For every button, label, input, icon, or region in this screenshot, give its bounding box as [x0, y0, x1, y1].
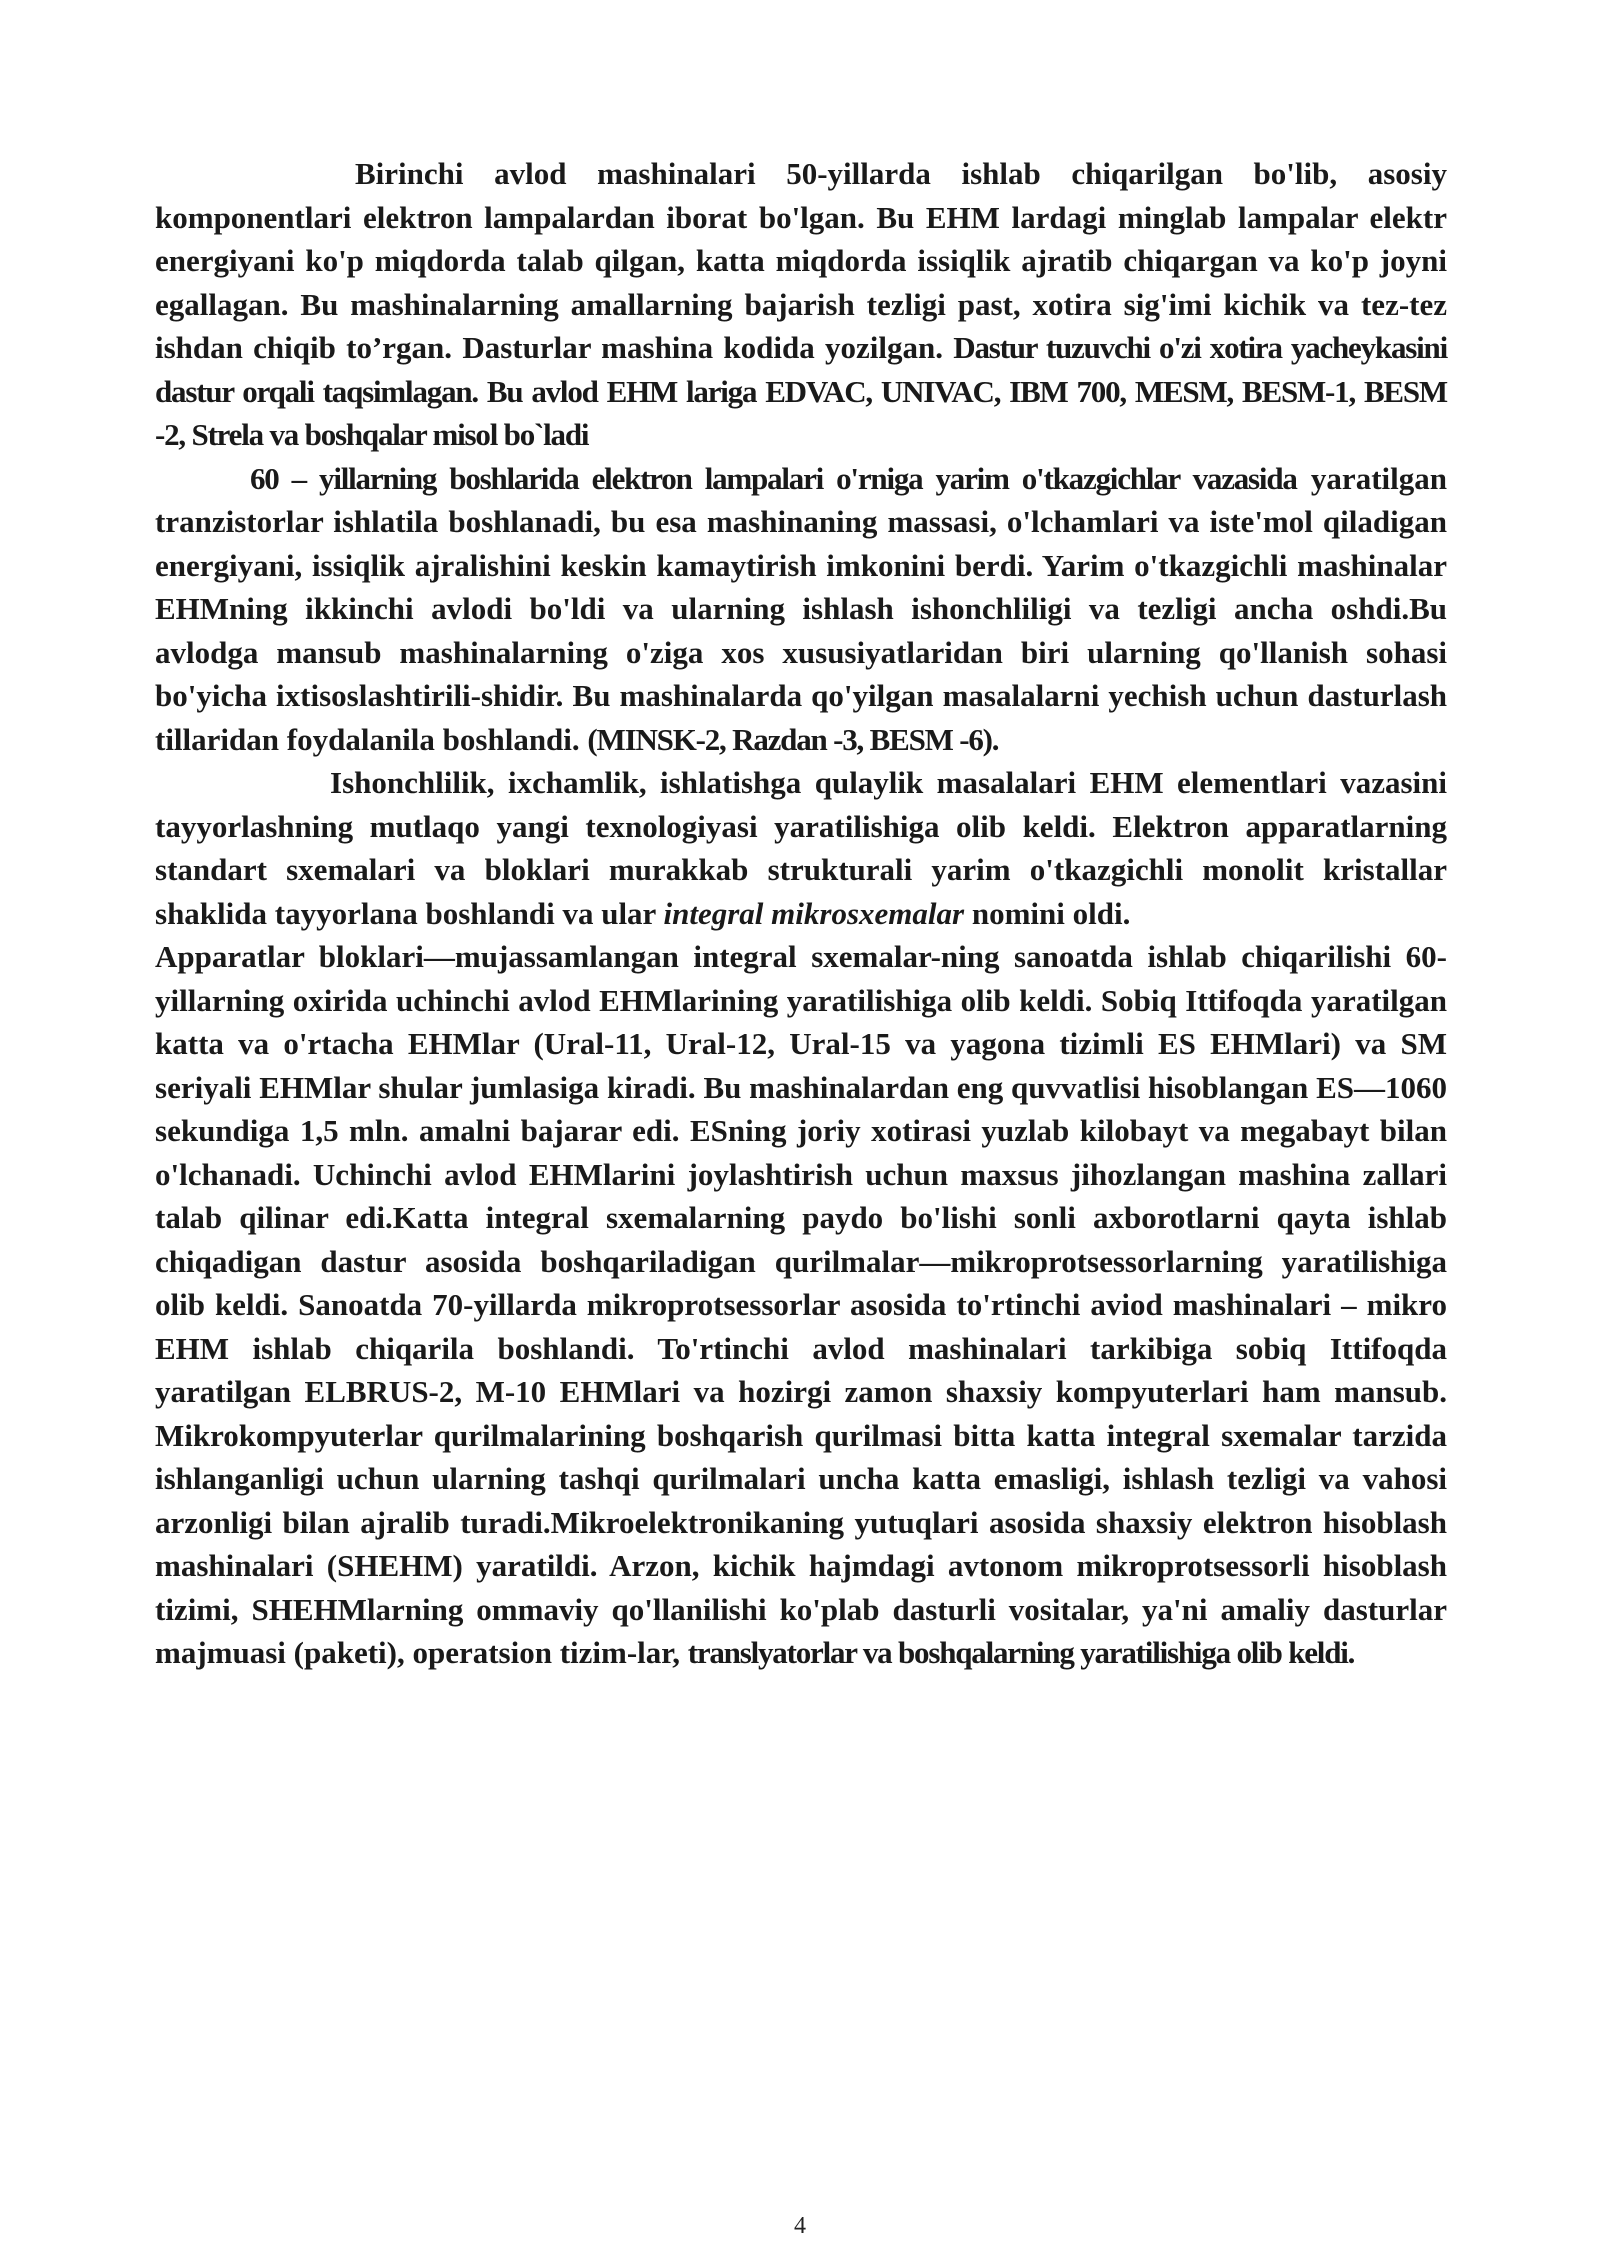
document-body: [155, 152, 1447, 1675]
paragraph-text-condensed: translyatorlar va boshqalarning yaratilishiga olib keldi.: [687, 1635, 1355, 1670]
paragraph-text: Birinchi avlod mashinalari 50-yillarda ishlab chiqarilgan bo'lib, asosiy komponentlari elektron lampalardan iborat bo'lgan. Bu EHM lardagi minglab lampalar elektr energiyani ko'p miqdorda talab qilgan, katta miqdorda issiqlik ajratib chiqargan va ko'p joyni egallagan. Bu mashinalarning amallarning bajarish tezligi past, xotira sig'imi kichik va tez-tez ishdan chiqib to’rgan. Dasturlar mashina kodida yozilgan.: [155, 156, 1447, 365]
paragraph-second-generation: [155, 457, 1447, 762]
paragraph-first-generation: [155, 152, 1447, 457]
paragraph-text-condensed: Dastur tuzuvchi o'zi xotira yacheykasini dastur orqali taqsimlagan. Bu avlod EHM lariga EDVAC, UNIVAC, IBM 700, MESM, BESM-1, BESM -2, Strela va boshqalar misol bo`ladi: [155, 330, 1447, 452]
paragraph-text: nomini oldi.: [964, 895, 1131, 931]
paragraph-text-condensed: 60 – yillarning boshlarida elektron lampalari o'rniga yarim o'tkazgichlar vazasida: [250, 460, 1297, 496]
italic-term: integral mikrosxemalar: [663, 895, 965, 931]
paragraph-integral-circuits: [155, 761, 1447, 935]
page-number: 4: [794, 2213, 806, 2239]
paragraph-text: yaratilgan tranzistorlar ishlatila boshlanadi, bu esa mashinaning massasi, o'lchamlari va iste'mol qiladigan energiyani, issiqlik ajralishini keskin kamaytirish imkonini berdi. Yarim o'tkazgichli mashinalar EHMning ikkinchi avlodi bo'ldi va ularning ishlash ishonchliligi va tezligi ancha oshdi.Bu avlodga mansub mashinalarning o'ziga xos xususiyatlaridan biri ularning qo'llanish sohasi bo'yicha ixtisoslashtirili-shidir. Bu mashinalarda qo'yilgan masalalarni yechish uchun dasturlash tillaridan foydalanila boshlandi.: [155, 460, 1447, 757]
paragraph-text: Ishonchlilik, ixchamlik, ishlatishga qulaylik masalalari EHM elementlari vazasini tayyorlashning mutlaqo yangi texnologiyasi yaratilishiga olib keldi. Elektron apparatlarning standart sxemalari va bloklari murakkab strukturali yarim o'tkazgichli monolit kristallar shaklida tayyorlana boshlandi va ular: [155, 765, 1447, 931]
paragraph-text-condensed: (MINSK-2, Razdan -3, BESM -6).: [587, 721, 999, 757]
paragraph-text: Apparatlar bloklari—mujassamlangan integral sxemalar-ning sanoatda ishlab chiqarilishi 60-yillarning oxirida uchinchi avlod EHMlarining yaratilishiga olib keldi. Sobiq Ittifoqda yaratilgan katta va o'rtacha EHMlar (Ural-11, Ural-12, Ural-15 va yagona tizimli ES EHMlari) va SM seriyali EHMlar shular jumlasiga kiradi. Bu mashinalardan eng quvvatlisi hisoblangan ES—1060 sekundiga 1,5 mln. amalni bajarar edi. ESning joriy xotirasi yuzlab kilobayt va megabayt bilan o'lchanadi. Uchinchi avlod EHMlarini joylashtirish uchun maxsus jihozlangan mashina zallari talab qilinar edi.Katta integral sxemalarning paydo bo'lishi sonli axborotlarni qayta ishlab chiqadigan dastur asosida boshqariladigan qurilmalar—mikroprotsessorlarning yaratilishiga olib keldi. Sanoatda 70-yillarda mikroprotsessorlar asosida to'rtinchi aviod mashinalari – mikro EHM ishlab chiqarila boshlandi. To'rtinchi avlod mashinalari tarkibiga sobiq Ittifoqda yaratilgan ELBRUS-2, M-10 EHMlari va hozirgi zamon shaxsiy kompyuterlari ham mansub. Mikrokompyuterlar qurilmalarining boshqarish qurilmasi bitta katta integral sxemalar tarzida ishlanganligi uchun ularning tashqi qurilmalari uncha katta emasligi, ishlash tezligi va vahosi arzonligi bilan ajralib turadi.Mikroelektronikaning yutuqlari asosida shaxsiy elektron hisoblash mashinalari (SHEHM) yaratildi. Arzon, kichik hajmdagi avtonom mikroprotsessorli hisoblash tizimi, SHEHMlarning ommaviy qo'llanilishi ko'plab dasturli vositalar, ya'ni amaliy dasturlar majmuasi (paketi), operatsion tizim-lar,: [155, 939, 1447, 1670]
paragraph-third-fourth-generation: [155, 935, 1447, 1675]
